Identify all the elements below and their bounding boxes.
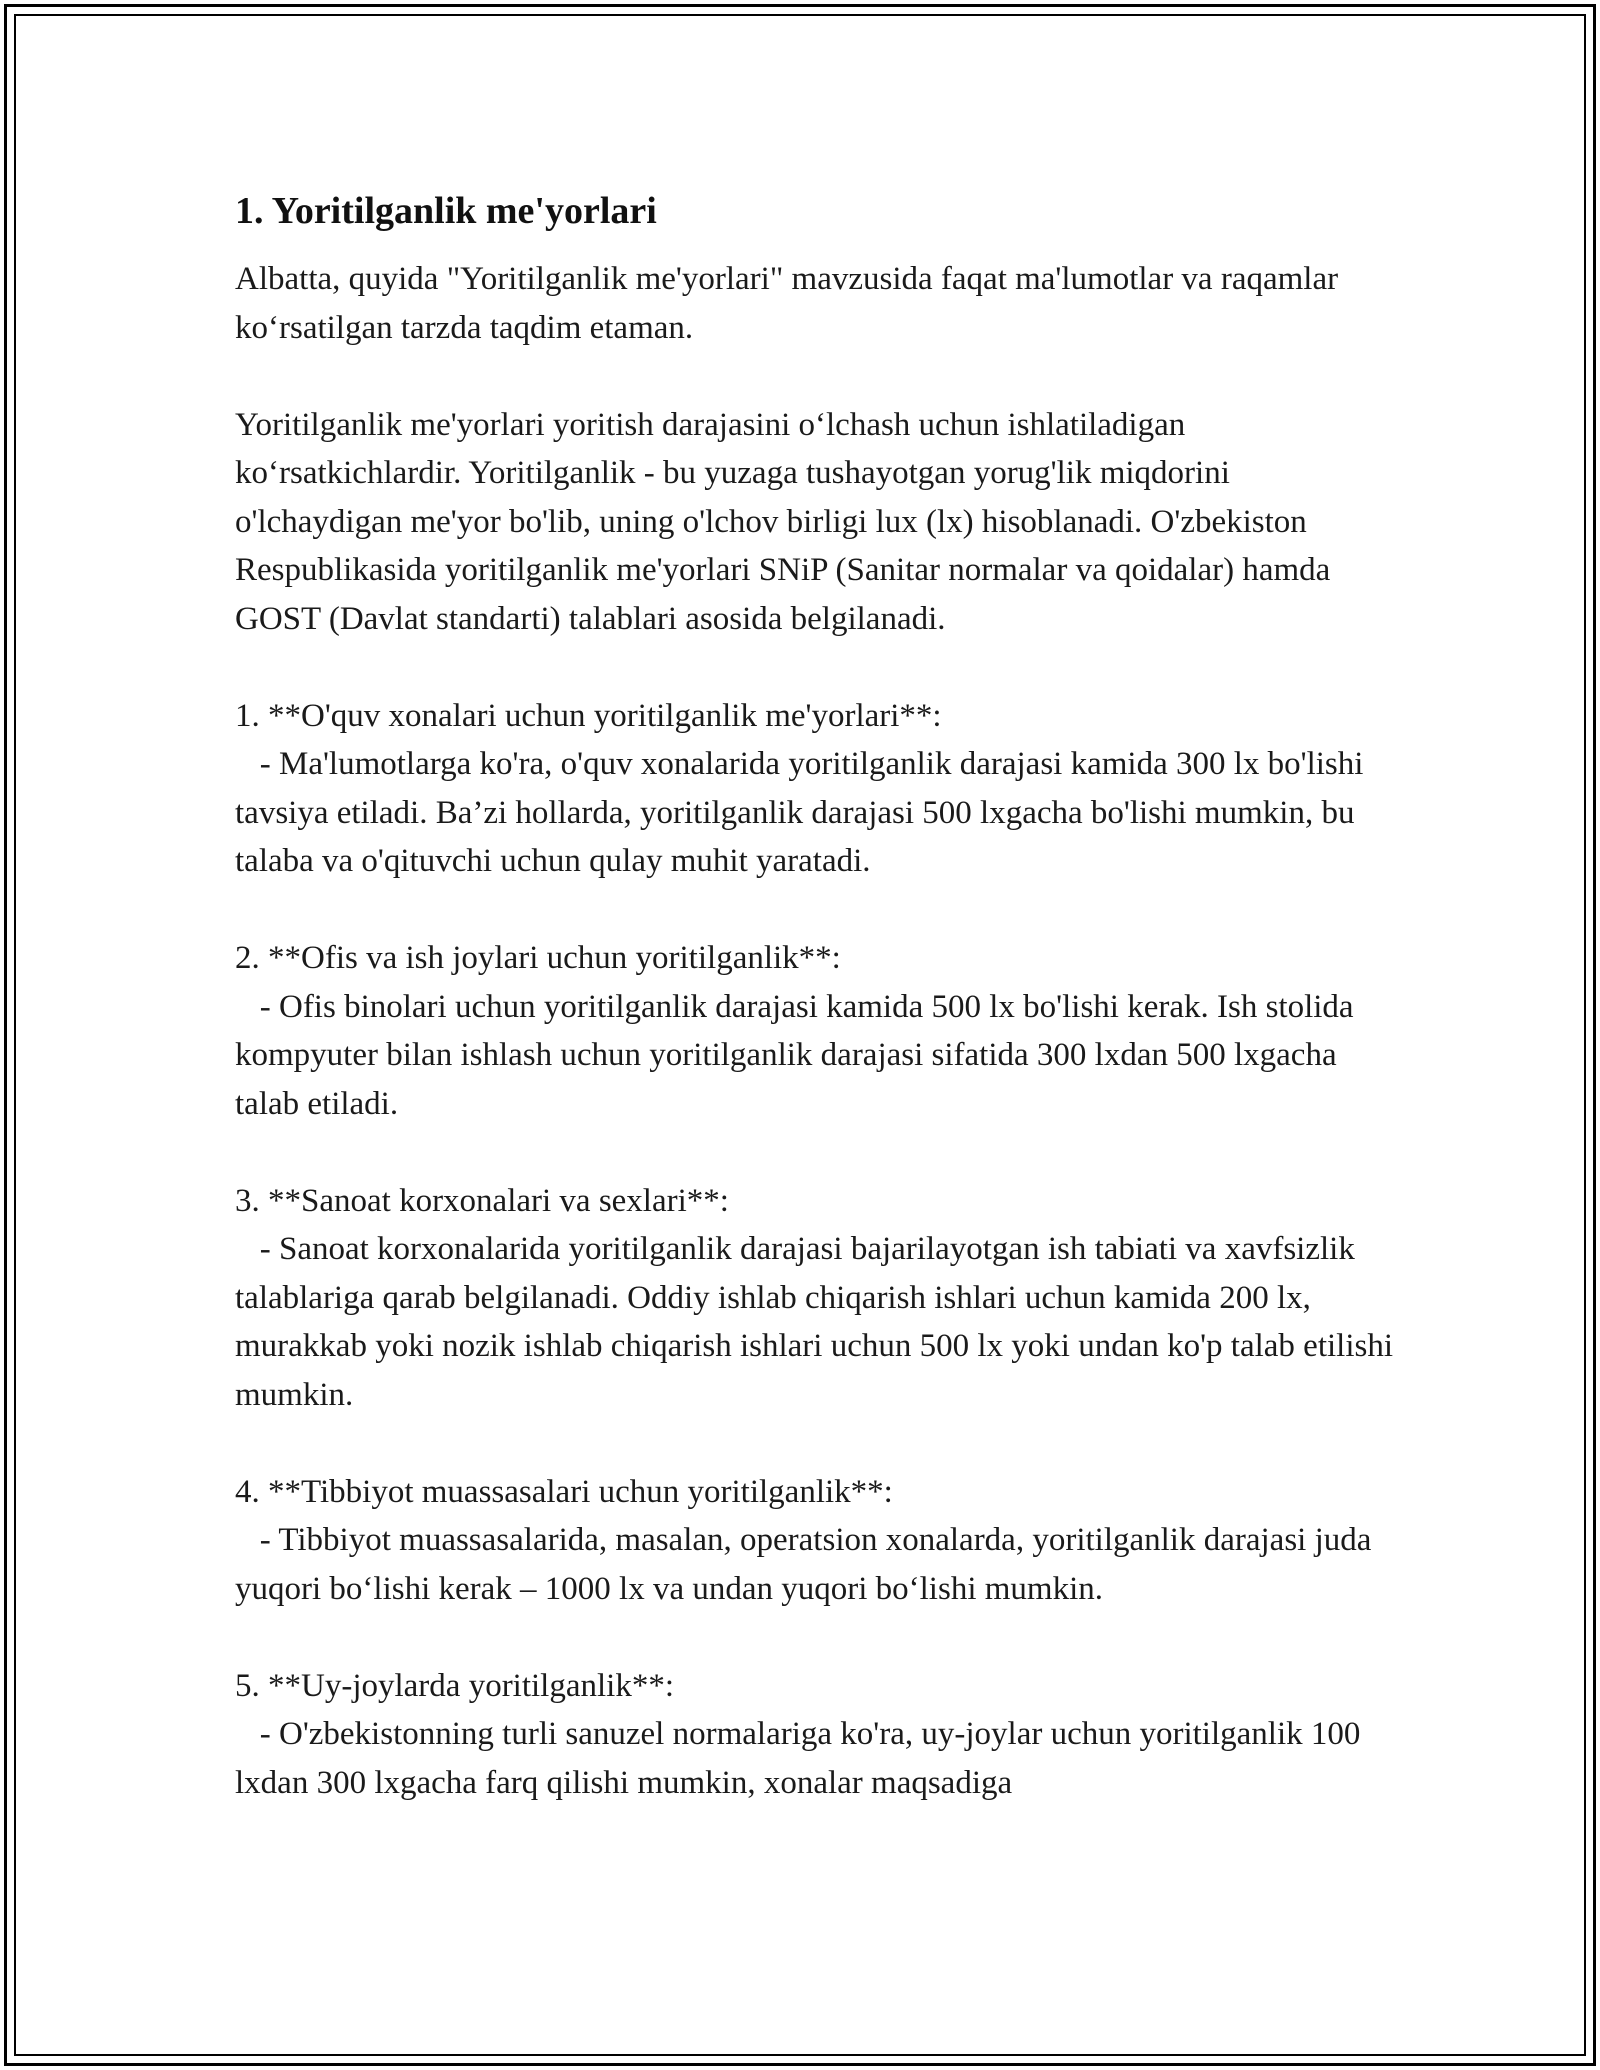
- section-body: - Sanoat korxonalarida yoritilganlik darajasi bajarilayotgan ish tabiati va xavfsizlik talablariga qarab belgilanadi. Oddiy ishlab chiqarish ishlari uchun kamida 200 lx, murakkab yoki nozik ishlab chiqarish ishlari uchun 500 lx yoki undan ko'p talab etilishi mumkin.: [235, 1231, 1402, 1413]
- section-title: 1. **O'quv xonalari uchun yoritilganlik me'yorlari**:: [235, 697, 942, 734]
- section-body: - O'zbekistonning turli sanuzel normalariga ko'ra, uy-joylar uchun yoritilganlik 100 lxdan 300 lxgacha farq qilishi mumkin, xonalar maqsadiga: [235, 1716, 1369, 1801]
- section-title: 4. **Tibbiyot muassasalari uchun yoritilganlik**:: [235, 1473, 893, 1510]
- section-title: 2. **Ofis va ish joylari uchun yoritilganlik**:: [235, 940, 841, 976]
- section-housing: [235, 1662, 1395, 1808]
- section-body: - Ma'lumotlarga ko'ra, o'quv xonalarida yoritilganlik darajasi kamida 300 lx bo'lishi tavsiya etiladi. Ba’zi hollarda, yoritilganlik darajasi 500 lxgacha bo'lishi mumkin, bu talaba va o'qituvchi uchun qulay muhit yaratadi.: [235, 746, 1372, 879]
- section-industry: [235, 1177, 1402, 1420]
- section-body: - Ofis binolari uchun yoritilganlik darajasi kamida 500 lx bo'lishi kerak. Ish stolida kompyuter bilan ishlash uchun yoritilganlik darajasi sifatida 300 lxdan 500 lxgacha talab etiladi.: [235, 988, 1362, 1122]
- section-title: 3. **Sanoat korxonalari va sexlari**:: [235, 1182, 729, 1219]
- document-body: [235, 185, 1402, 1856]
- section-study-rooms: [235, 692, 1395, 886]
- intro-paragraph: Albatta, quyida "Yoritilganlik me'yorlari" mavzusida faqat ma'lumotlar va raqamlar ko‘rsatilgan tarzda taqdim etaman.: [235, 261, 1347, 346]
- document-heading: 1. Yoritilganlik me'yorlari: [235, 190, 657, 232]
- section-body: - Tibbiyot muassasalarida, masalan, operatsion xonalarda, yoritilganlik darajasi juda yuqori bo‘lishi kerak – 1000 lx va undan yuqori bo‘lishi mumkin.: [235, 1522, 1380, 1607]
- section-medical: [235, 1468, 1395, 1614]
- section-offices: [235, 934, 1395, 1128]
- section-title: 5. **Uy-joylarda yoritilganlik**:: [235, 1667, 675, 1704]
- overview-paragraph: Yoritilganlik me'yorlari yoritish darajasini o‘lchash uchun ishlatiladigan ko‘rsatkichlardir. Yoritilganlik - bu yuzaga tushayotgan yorug'lik miqdorini o'lchaydigan me'yor bo'lib, uning o'lchov birligi lux (lx) hisoblanadi. O'zbekiston Respublikasida yoritilganlik me'yorlari SNiP (Sanitar normalar va qoidalar) hamda GOST (Davlat standarti) talablari asosida belgilanadi.: [235, 406, 1339, 637]
